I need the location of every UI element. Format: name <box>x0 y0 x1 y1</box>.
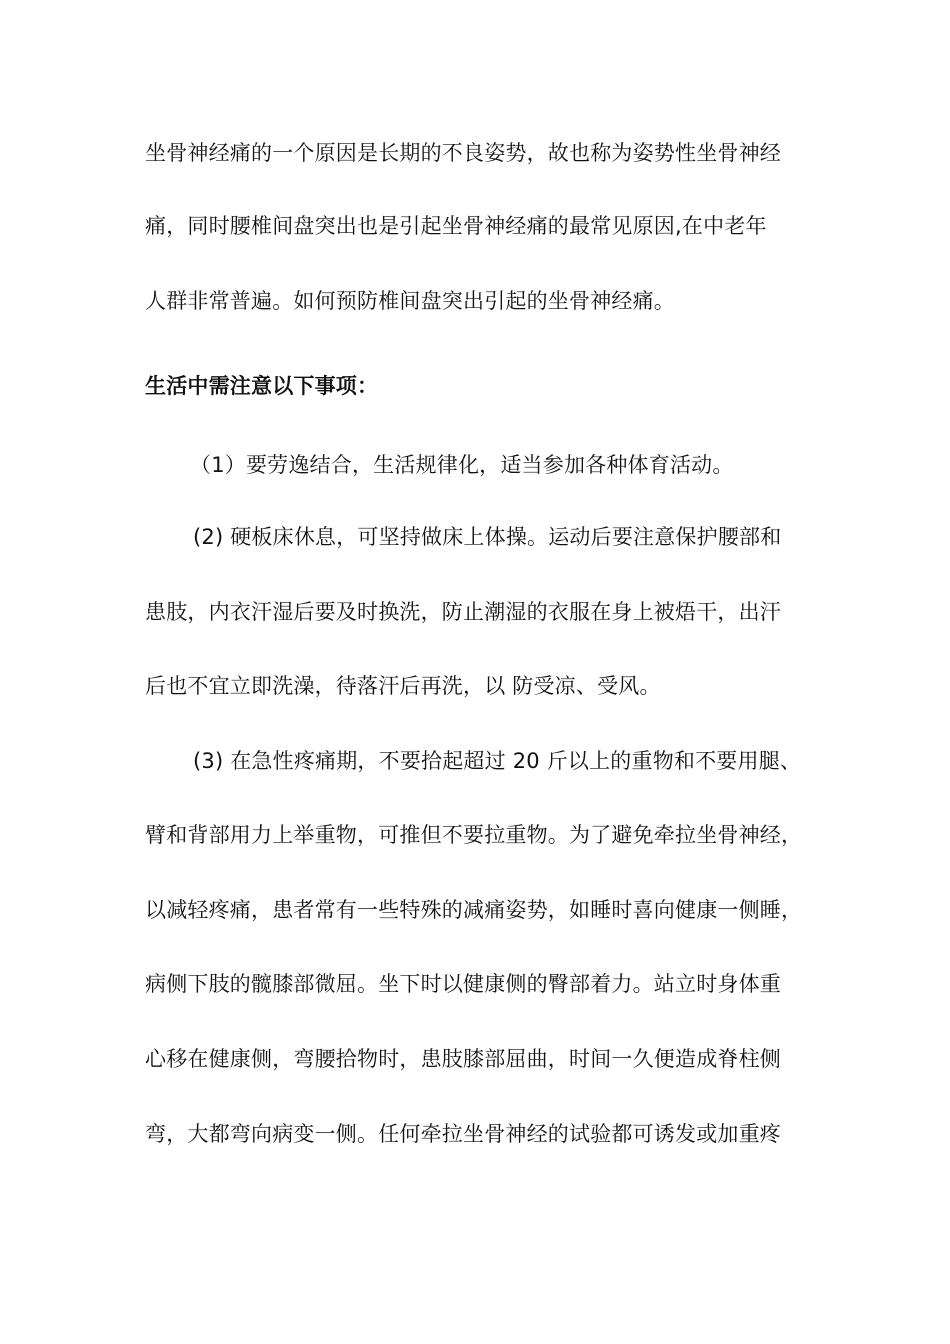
item1-line-1: （1）要劳逸结合，生活规律化，适当参加各种体育活动。 <box>190 453 734 477</box>
section-heading: 生活中需注意以下事项： <box>145 374 379 398</box>
item3-line-5: 心移在健康侧，弯腰拾物时，患肢膝部屈曲，时间一久便造成脊柱侧 <box>145 1047 781 1071</box>
item2-line-1: (2) 硬板床休息，可坚持做床上体操。运动后要注意保护腰部和 <box>193 525 782 549</box>
item3-line-2: 臂和背部用力上举重物，可推但不要拉重物。为了避免牵拉坐骨神经， <box>145 823 803 847</box>
item3-line-6: 弯，大都弯向病变一侧。任何牵拉坐骨神经的试验都可诱发或加重疼 <box>145 1122 781 1146</box>
item2-line-2: 患肢，内衣汗湿后要及时换洗，防止潮湿的衣服在身上被焐干，出汗 <box>145 600 781 624</box>
intro-line-1: 坐骨神经痛的一个原因是长期的不良姿势，故也称为姿势性坐骨神经 <box>145 141 781 165</box>
intro-line-3: 人群非常普遍。如何预防椎间盘突出引起的坐骨神经痛。 <box>145 289 675 313</box>
intro-line-2: 痛，同时腰椎间盘突出也是引起坐骨神经痛的最常见原因,在中老年 <box>145 214 767 238</box>
item2-line-3: 后也不宜立即洗澡，待落汗后再洗，以 防受凉、受风。 <box>145 674 661 698</box>
item3-line-1: (3) 在急性疼痛期，不要拾起超过 20 斤以上的重物和不要用腿、 <box>193 749 802 773</box>
item3-line-3: 以减轻疼痛，患者常有一些特殊的减痛姿势，如睡时喜向健康一侧睡， <box>145 898 803 922</box>
item3-line-4: 病侧下肢的髋膝部微屈。坐下时以健康侧的臀部着力。站立时身体重 <box>145 972 781 996</box>
